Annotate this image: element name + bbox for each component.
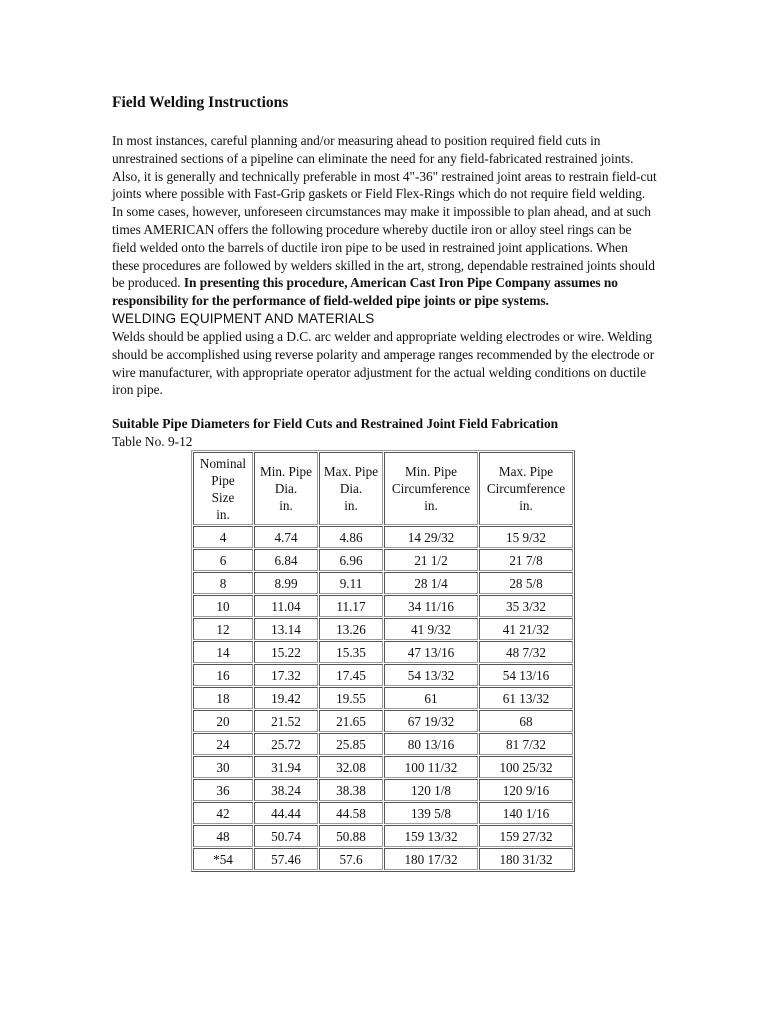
- table-row: [193, 687, 573, 709]
- cell-min-circumference: 159 13/32: [384, 825, 478, 847]
- document-page: [112, 92, 657, 872]
- table-row: [193, 641, 573, 663]
- document-title: Field Welding Instructions: [112, 94, 289, 111]
- cell-max-circumference: 41 21/32: [479, 618, 573, 640]
- cell-max-circumference: 100 25/32: [479, 756, 573, 778]
- header-min-dia: Min. Pipe Dia. in.: [254, 452, 318, 525]
- cell-min-circumference: 47 13/16: [384, 641, 478, 663]
- cell-max-dia: 57.6: [319, 848, 383, 870]
- cell-min-circumference: 139 5/8: [384, 802, 478, 824]
- cell-nominal-size: 18: [193, 687, 253, 709]
- table-row: [193, 526, 573, 548]
- cell-min-dia: 15.22: [254, 641, 318, 663]
- cell-nominal-size: 36: [193, 779, 253, 801]
- cell-min-circumference: 120 1/8: [384, 779, 478, 801]
- intro-text: In most instances, careful planning and/or measuring ahead to position required field cuts in unrestrained sections of a pipeline can eliminate the need for any field-fabricated restrained joints. Also, it is generally and technically preferable in most 4"-36" restrained joint areas to restrain field-cut joints where possible with Fast-Grip gaskets or Field Flex-Rings which do not require field welding. In some cases, however, unforeseen circumstances may make it impossible to plan ahead, and at such times AMERICAN offers the following procedure whereby ductile iron or alloy steel rings can be field welded onto the barrels of ductile iron pipe to be used in restrained joint applications. When these procedures are followed by welders skilled in the art, strong, dependable restrained joints should be produced.: [112, 133, 657, 291]
- cell-max-circumference: 81 7/32: [479, 733, 573, 755]
- cell-min-dia: 13.14: [254, 618, 318, 640]
- cell-max-circumference: 28 5/8: [479, 572, 573, 594]
- cell-nominal-size: 4: [193, 526, 253, 548]
- table-row: [193, 825, 573, 847]
- table-row: [193, 618, 573, 640]
- cell-nominal-size: 42: [193, 802, 253, 824]
- cell-max-dia: 38.38: [319, 779, 383, 801]
- intro-paragraph: [112, 132, 657, 310]
- cell-min-circumference: 28 1/4: [384, 572, 478, 594]
- cell-min-dia: 50.74: [254, 825, 318, 847]
- cell-max-dia: 32.08: [319, 756, 383, 778]
- cell-nominal-size: 12: [193, 618, 253, 640]
- pipe-table-container: [191, 450, 657, 872]
- cell-min-circumference: 80 13/16: [384, 733, 478, 755]
- cell-nominal-size: 24: [193, 733, 253, 755]
- cell-max-circumference: 48 7/32: [479, 641, 573, 663]
- cell-min-circumference: 34 11/16: [384, 595, 478, 617]
- cell-min-dia: 17.32: [254, 664, 318, 686]
- table-number: Table No. 9-12: [112, 434, 193, 450]
- cell-min-dia: 11.04: [254, 595, 318, 617]
- cell-max-dia: 15.35: [319, 641, 383, 663]
- cell-min-circumference: 41 9/32: [384, 618, 478, 640]
- cell-min-dia: 21.52: [254, 710, 318, 732]
- table-row: [193, 664, 573, 686]
- cell-nominal-size: 30: [193, 756, 253, 778]
- cell-min-dia: 38.24: [254, 779, 318, 801]
- table-caption: Suitable Pipe Diameters for Field Cuts and Restrained Joint Field Fabrication: [112, 416, 559, 432]
- cell-max-dia: 4.86: [319, 526, 383, 548]
- section-heading: WELDING EQUIPMENT AND MATERIALS: [112, 310, 375, 326]
- cell-min-dia: 8.99: [254, 572, 318, 594]
- cell-max-dia: 44.58: [319, 802, 383, 824]
- cell-max-dia: 19.55: [319, 687, 383, 709]
- header-min-circumference: Min. Pipe Circumference in.: [384, 452, 478, 525]
- cell-min-circumference: 180 17/32: [384, 848, 478, 870]
- cell-min-circumference: 100 11/32: [384, 756, 478, 778]
- cell-max-dia: 17.45: [319, 664, 383, 686]
- cell-nominal-size: 6: [193, 549, 253, 571]
- table-row: [193, 572, 573, 594]
- table-row: [193, 779, 573, 801]
- cell-max-circumference: 120 9/16: [479, 779, 573, 801]
- cell-max-dia: 50.88: [319, 825, 383, 847]
- cell-max-circumference: 21 7/8: [479, 549, 573, 571]
- cell-min-dia: 31.94: [254, 756, 318, 778]
- table-row: [193, 756, 573, 778]
- cell-min-dia: 25.72: [254, 733, 318, 755]
- pipe-diameter-table: [191, 450, 575, 872]
- table-row: [193, 733, 573, 755]
- cell-max-dia: 6.96: [319, 549, 383, 571]
- cell-min-dia: 4.74: [254, 526, 318, 548]
- cell-max-dia: 11.17: [319, 595, 383, 617]
- cell-max-dia: 25.85: [319, 733, 383, 755]
- cell-min-circumference: 21 1/2: [384, 549, 478, 571]
- table-row: [193, 710, 573, 732]
- cell-min-circumference: 14 29/32: [384, 526, 478, 548]
- cell-nominal-size: 8: [193, 572, 253, 594]
- cell-max-circumference: 68: [479, 710, 573, 732]
- header-nominal-size: Nominal Pipe Size in.: [193, 452, 253, 525]
- cell-max-circumference: 140 1/16: [479, 802, 573, 824]
- cell-min-circumference: 54 13/32: [384, 664, 478, 686]
- cell-max-dia: 13.26: [319, 618, 383, 640]
- cell-nominal-size: 20: [193, 710, 253, 732]
- disclaimer-text: In presenting this procedure, American Cast Iron Pipe Company assumes no responsibility for the performance of field-welded pipe joints or pipe systems.: [112, 275, 618, 309]
- header-max-circumference: Max. Pipe Circumference in.: [479, 452, 573, 525]
- cell-max-circumference: 159 27/32: [479, 825, 573, 847]
- cell-min-circumference: 61: [384, 687, 478, 709]
- cell-nominal-size: 14: [193, 641, 253, 663]
- cell-max-dia: 21.65: [319, 710, 383, 732]
- table-row: [193, 595, 573, 617]
- cell-max-circumference: 180 31/32: [479, 848, 573, 870]
- cell-nominal-size: 16: [193, 664, 253, 686]
- cell-max-dia: 9.11: [319, 572, 383, 594]
- cell-min-dia: 19.42: [254, 687, 318, 709]
- cell-min-dia: 44.44: [254, 802, 318, 824]
- cell-max-circumference: 15 9/32: [479, 526, 573, 548]
- table-body: [193, 526, 573, 870]
- cell-min-dia: 6.84: [254, 549, 318, 571]
- table-row: [193, 848, 573, 870]
- cell-nominal-size: 48: [193, 825, 253, 847]
- table-row: [193, 549, 573, 571]
- header-max-dia: Max. Pipe Dia. in.: [319, 452, 383, 525]
- section-paragraph: Welds should be applied using a D.C. arc welder and appropriate welding electrodes or wire. Welding should be accomplished using reverse polarity and amperage ranges recommended by the electrode or wire manufacturer, with appropriate operator adjustment for the actual welding conditions on ductile iron pipe.: [112, 328, 655, 398]
- cell-max-circumference: 35 3/32: [479, 595, 573, 617]
- table-header-row: [193, 452, 573, 525]
- table-row: [193, 802, 573, 824]
- cell-min-dia: 57.46: [254, 848, 318, 870]
- cell-nominal-size: *54: [193, 848, 253, 870]
- cell-nominal-size: 10: [193, 595, 253, 617]
- cell-max-circumference: 54 13/16: [479, 664, 573, 686]
- cell-min-circumference: 67 19/32: [384, 710, 478, 732]
- cell-max-circumference: 61 13/32: [479, 687, 573, 709]
